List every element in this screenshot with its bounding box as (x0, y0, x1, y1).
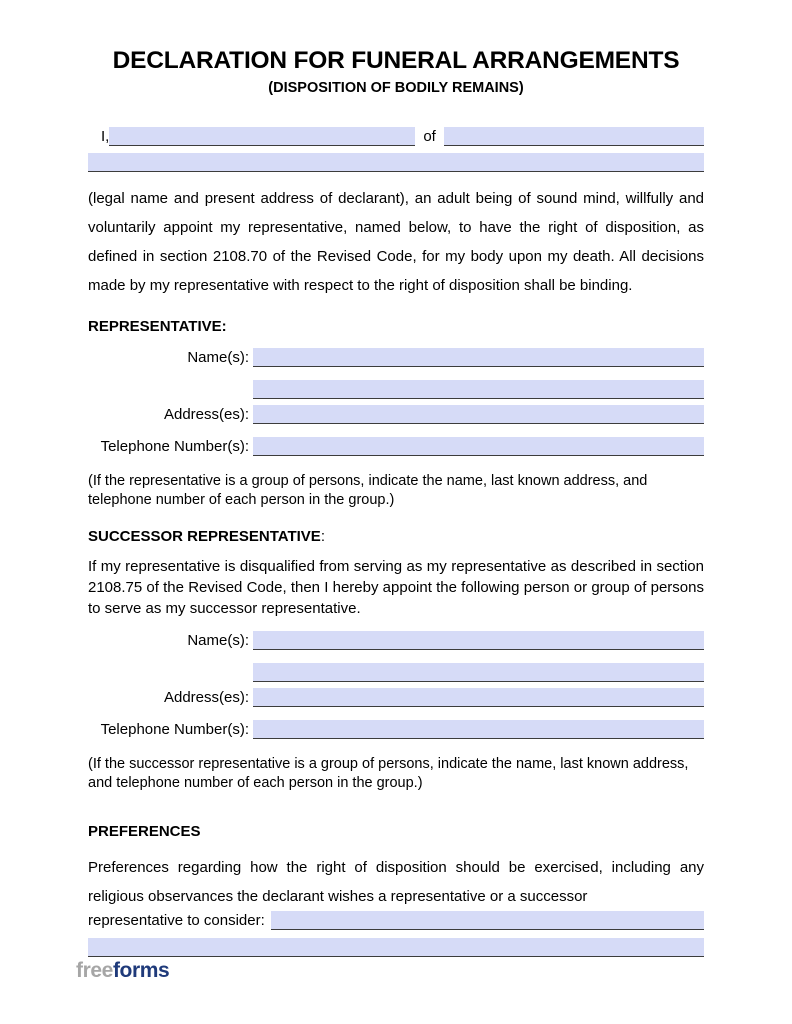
declaration-paragraph: (legal name and present address of declarant), an adult being of sound mind, willfully and voluntarily appoint my representative, named below, to have the right of disposition, as defined in section 2108.70 of the Revised Code, for my body upon my death. All decisions made by my representative with respect to the right of disposition shall be binding. (88, 189, 704, 294)
page-subtitle: (DISPOSITION OF BODILY REMAINS) (268, 79, 524, 96)
successor-heading-colon: : (320, 527, 325, 545)
successor-telephone-row (88, 720, 704, 739)
representative-fields (88, 348, 704, 456)
declarant-identity-row (88, 125, 704, 146)
successor-address-input[interactable] (253, 663, 704, 682)
successor-representative-heading (88, 528, 704, 546)
title-block (88, 0, 704, 97)
successor-address-label: Address(es): (163, 688, 249, 706)
preferences-input-row-2 (88, 938, 704, 957)
document-content (88, 0, 704, 957)
successor-name-row (88, 631, 704, 650)
representative-address-input[interactable] (253, 380, 704, 399)
preferences-input-line2[interactable] (88, 938, 704, 957)
representative-telephone-row (88, 437, 704, 456)
representative-address-stack (253, 380, 704, 424)
successor-paragraph: If my representative is disqualified from serving as my representative as described in section 2108.75 of the Revised Code, then I hereby appoint the following person or group of persons to serve as my successor representative. (88, 557, 704, 617)
successor-address-row (88, 663, 704, 707)
successor-address-stack (253, 663, 704, 707)
declarant-identity-block (88, 125, 704, 172)
logo-text-forms: forms (112, 959, 170, 982)
representative-telephone-label: Telephone Number(s): (100, 437, 249, 455)
representative-address-input-line2[interactable] (253, 405, 704, 424)
declarant-i-label: I, (101, 127, 110, 145)
successor-name-label: Name(s): (187, 631, 249, 649)
representative-telephone-input[interactable] (253, 437, 704, 456)
successor-fields (88, 631, 704, 739)
successor-telephone-input[interactable] (253, 720, 704, 739)
successor-name-input[interactable] (253, 631, 704, 650)
representative-heading: REPRESENTATIVE: (88, 317, 227, 335)
preferences-paragraph: Preferences regarding how the right of disposition should be exercised, including any religious observances the declarant wishes a representative or a successor (88, 858, 704, 905)
representative-note: (If the representative is a group of persons, indicate the name, last known address, and telephone number of each person in the group.) (88, 472, 648, 508)
representative-address-label: Address(es): (163, 405, 249, 423)
successor-note: (If the successor representative is a group of persons, indicate the name, last known address, and telephone number of each person in the group.) (88, 755, 689, 791)
representative-name-row (88, 348, 704, 367)
representative-address-row (88, 380, 704, 424)
preferences-input[interactable] (271, 911, 704, 930)
declarant-address-row-2 (88, 153, 704, 172)
preferences-consider-label: representative to consider: (88, 911, 265, 929)
declarant-address-input[interactable] (444, 127, 704, 146)
freeforms-logo (76, 960, 169, 981)
logo-text-free: free (76, 959, 113, 982)
successor-telephone-label: Telephone Number(s): (100, 720, 249, 738)
declarant-name-input[interactable] (109, 127, 415, 146)
declarant-address-input-line2[interactable] (88, 153, 704, 172)
representative-name-input[interactable] (253, 348, 704, 367)
preferences-input-row (88, 911, 704, 930)
preferences-heading: PREFERENCES (88, 822, 201, 840)
declarant-of-label: of (423, 127, 436, 145)
representative-name-label: Name(s): (187, 348, 249, 366)
successor-heading-text: SUCCESSOR REPRESENTATIVE (88, 527, 321, 545)
page-title: DECLARATION FOR FUNERAL ARRANGEMENTS (112, 47, 680, 74)
successor-address-input-line2[interactable] (253, 688, 704, 707)
